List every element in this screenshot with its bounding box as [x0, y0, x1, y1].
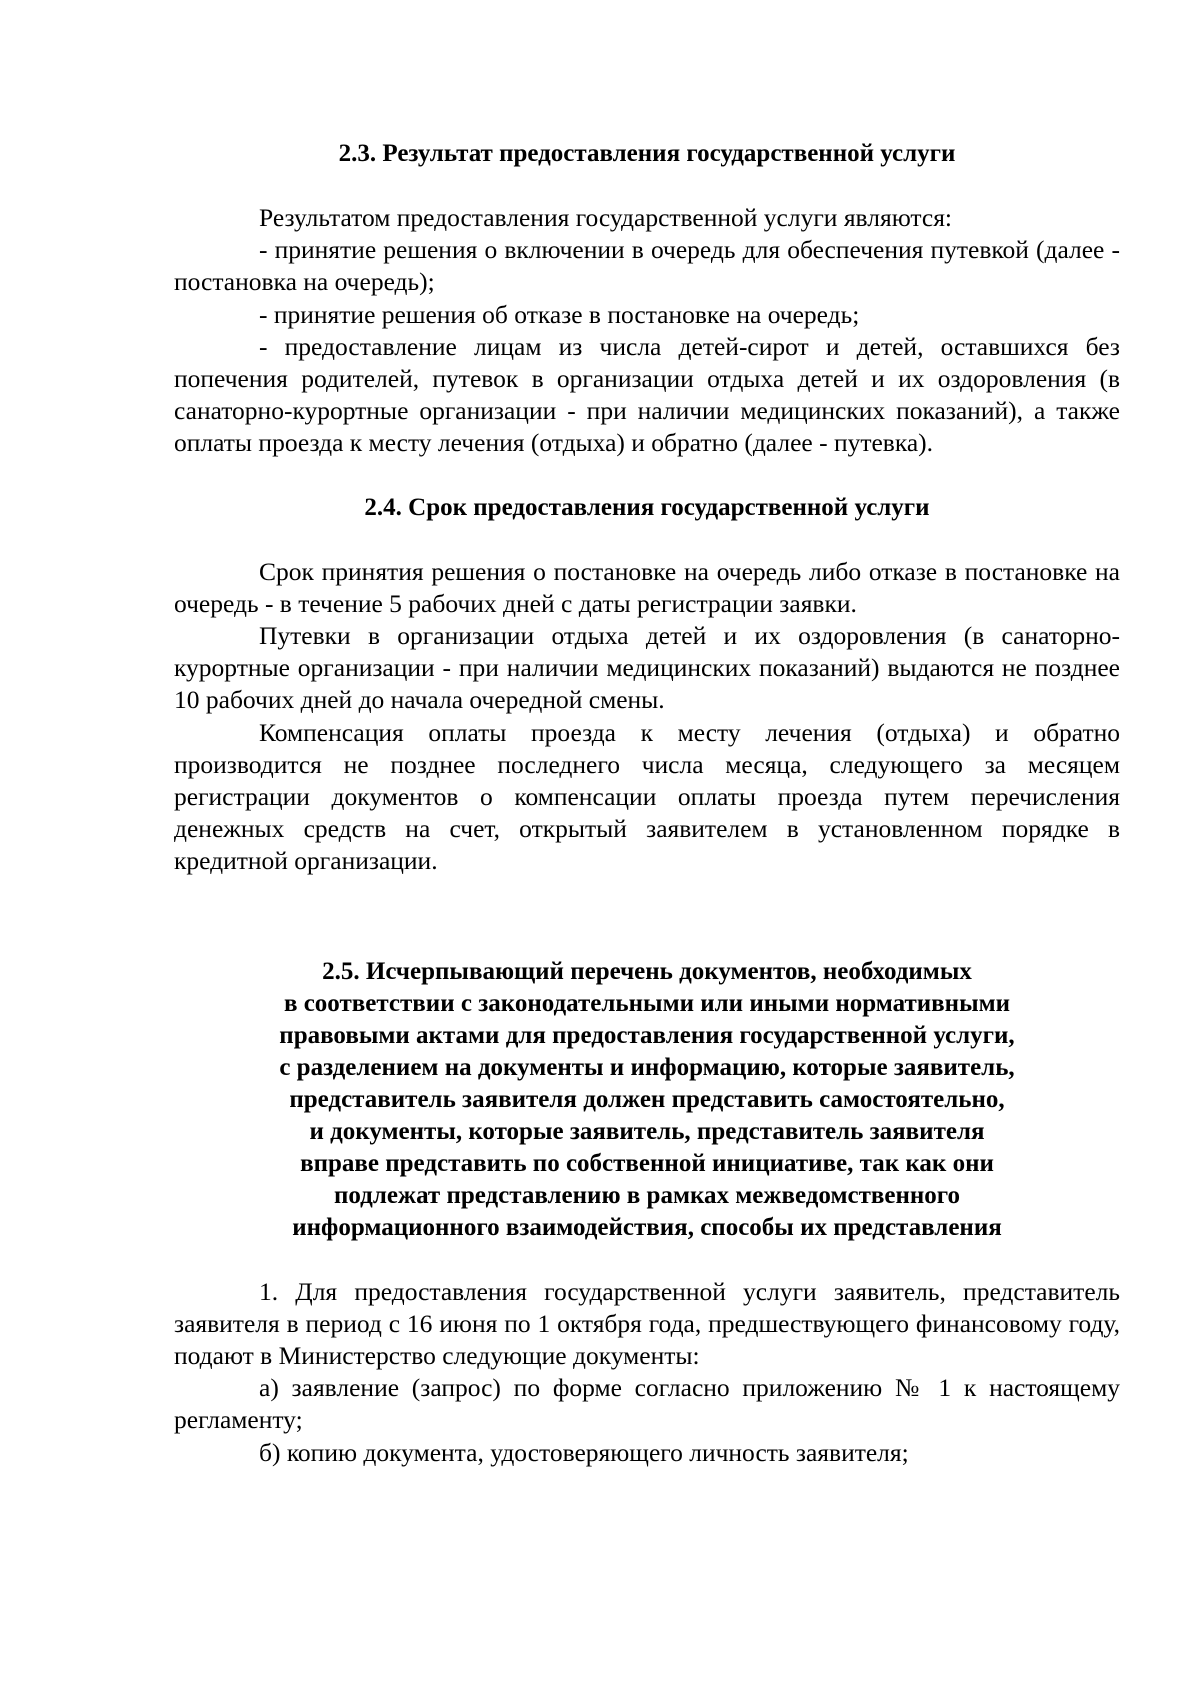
- heading-line: вправе представить по собственной инициативе, так как они: [300, 1149, 994, 1177]
- section-heading-2-5: [174, 956, 1120, 1244]
- list-item: - принятие решения о включении в очередь для обеспечения путевкой (далее - постановка на очередь);: [174, 235, 1120, 297]
- heading-line: в соответствии с законодательными или иными нормативными: [283, 989, 1011, 1017]
- section-heading-2-4: 2.4. Срок предоставления государственной услуги: [364, 493, 930, 521]
- heading-line: подлежат представлению в рамках межведомственного: [333, 1181, 960, 1209]
- section-heading-2-3: 2.3. Результат предоставления государственной услуги: [338, 140, 956, 167]
- heading-line: 2.5. Исчерпывающий перечень документов, необходимых: [322, 957, 972, 985]
- section-body-2-3: [174, 202, 1120, 460]
- paragraph: 1. Для предоставления государственной услуги заявитель, представитель заявителя в период с 16 июня по 1 октября года, предшествующего финансовому году, подают в Министерство следующие документы:: [174, 1276, 1120, 1371]
- list-item: - предоставление лицам из числа детей-сирот и детей, оставшихся без попечения родителей, путевок в организации отдыха детей и их оздоровления (в санаторно-курортные организации - при наличии медицинских показаний), а также оплаты проезда к месту лечения (отдыха) и обратно (далее - путевка).: [174, 331, 1120, 458]
- document-page: [174, 138, 1120, 1469]
- section-body-2-5: [174, 1276, 1120, 1469]
- heading-line: с разделением на документы и информацию, которые заявитель,: [279, 1053, 1015, 1081]
- heading-line: информационного взаимодействия, способы их представления: [292, 1213, 1002, 1241]
- paragraph: Компенсация оплаты проезда к месту лечения (отдыха) и обратно производится не позднее последнего числа месяца, следующего за месяцем регистрации документов о компенсации оплаты проезда путем перечисления денежных средств на счет, открытый заявителем в установленном порядке в кредитной организации.: [174, 717, 1120, 876]
- list-item: - принятие решения об отказе в постановке на очередь;: [259, 299, 860, 329]
- paragraph: Путевки в организации отдыха детей и их оздоровления (в санаторно-курортные организации - при наличии медицинских показаний) выдаются не позднее 10 рабочих дней до начала очередной смены.: [174, 621, 1120, 715]
- heading-line: и документы, которые заявитель, представитель заявителя: [309, 1117, 985, 1145]
- heading-line: правовыми актами для предоставления государственной услуги,: [279, 1021, 1015, 1049]
- heading-line: представитель заявителя должен представить самостоятельно,: [289, 1085, 1005, 1113]
- paragraph: Срок принятия решения о постановке на очередь либо отказе в постановке на очередь - в течение 5 рабочих дней с даты регистрации заявки.: [174, 556, 1120, 618]
- list-item: а) заявление (запрос) по форме согласно приложению № 1 к настоящему регламенту;: [174, 1373, 1120, 1435]
- section-body-2-4: [174, 556, 1120, 878]
- paragraph: Результатом предоставления государственной услуги являются:: [259, 203, 953, 232]
- list-item: б) копию документа, удостоверяющего личность заявителя;: [259, 1437, 909, 1467]
